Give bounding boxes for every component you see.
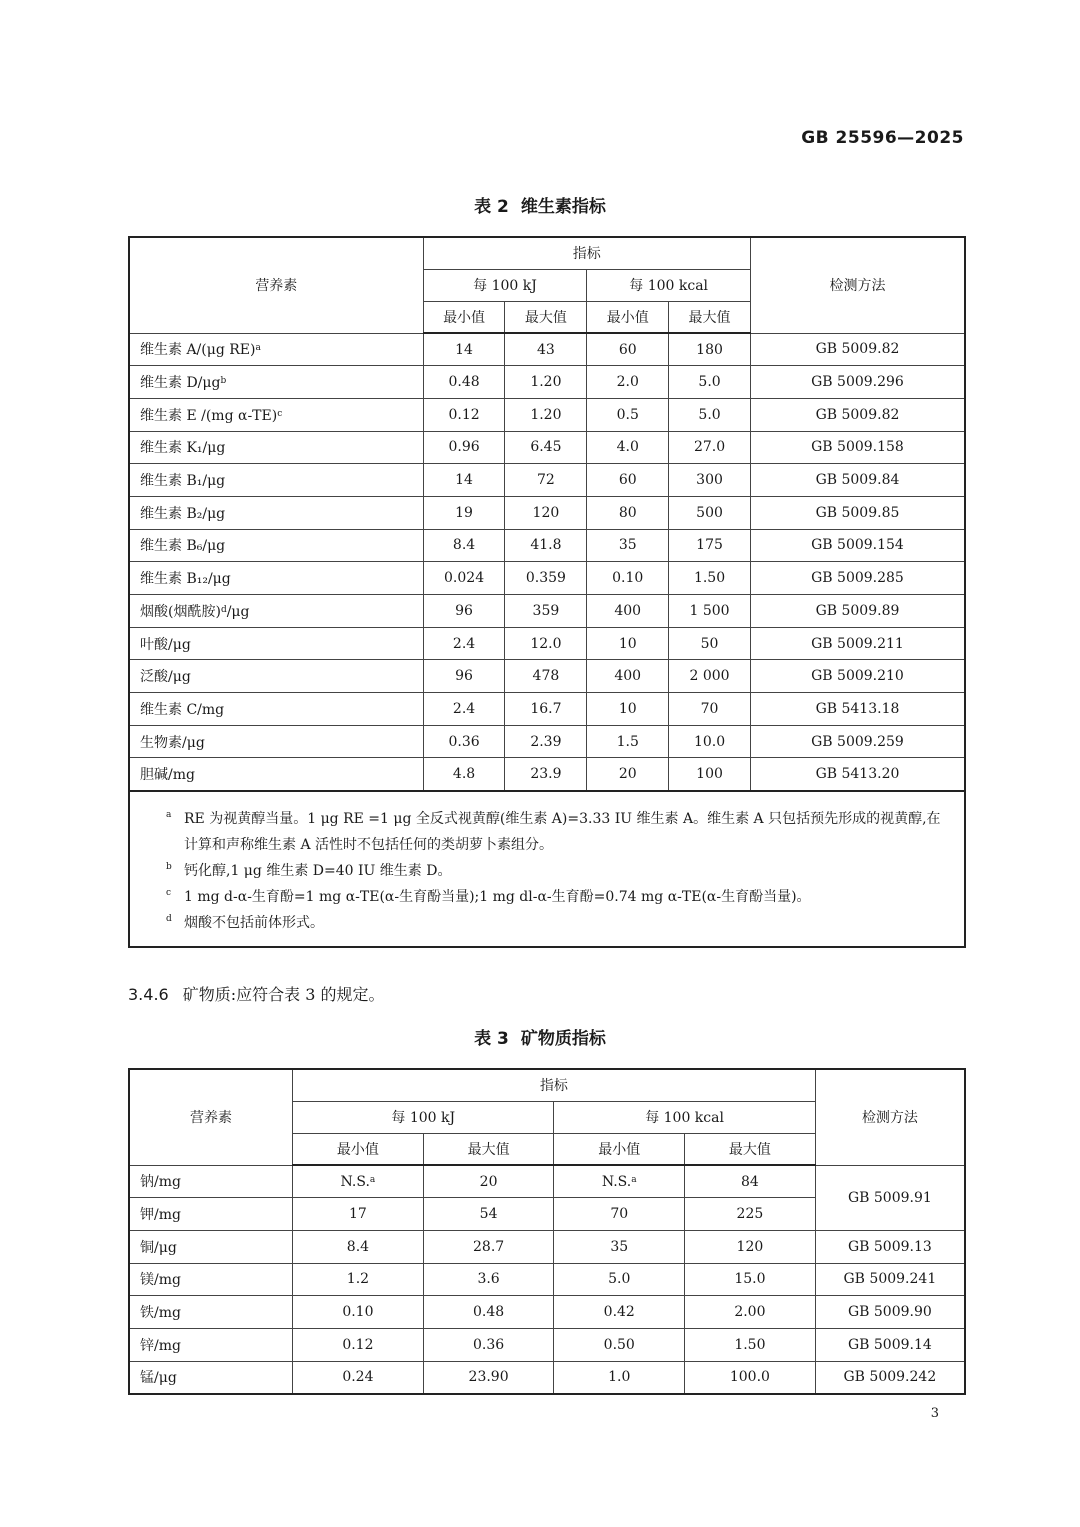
value-cell: 0.10	[293, 1296, 424, 1329]
value-cell: 478	[505, 660, 587, 693]
value-cell: 1 500	[669, 595, 751, 628]
table-row	[129, 366, 965, 399]
value-cell: 300	[669, 464, 751, 497]
header-per-kcal: 每 100 kcal	[554, 1101, 815, 1133]
header-min: 最小值	[423, 301, 505, 333]
value-cell: 8.4	[423, 529, 505, 562]
nutrient-name: 泛酸/μg	[129, 660, 423, 693]
footnote	[166, 858, 950, 884]
table-row	[129, 464, 965, 497]
footnote-mark: a	[255, 343, 261, 354]
method-cell: GB 5009.259	[750, 725, 965, 758]
nutrient-name: 维生素 B₁/μg	[129, 464, 423, 497]
value-cell: 0.12	[293, 1328, 424, 1361]
nutrient-name: 维生素 B₂/μg	[129, 496, 423, 529]
value-cell: 500	[669, 496, 751, 529]
value-cell: 1.2	[293, 1263, 424, 1296]
value-cell: 19	[423, 496, 505, 529]
header-nutrient: 营养素	[129, 1069, 293, 1165]
method-cell: GB 5009.82	[750, 398, 965, 431]
footnote	[166, 884, 950, 910]
value-cell: 5.0	[669, 398, 751, 431]
value-cell: 41.8	[505, 529, 587, 562]
clause-3-4-6	[128, 982, 384, 1005]
table-row	[129, 496, 965, 529]
footnote-mark: a	[166, 809, 172, 820]
footnote-mark: b	[220, 376, 227, 387]
value-cell: 120	[505, 496, 587, 529]
method-cell: GB 5009.242	[815, 1361, 965, 1394]
value-cell: 2 000	[669, 660, 751, 693]
value-cell: 60	[587, 464, 669, 497]
value-cell: 54	[423, 1198, 554, 1231]
value-cell: 1.5	[587, 725, 669, 758]
value-cell: 1.20	[505, 366, 587, 399]
value-cell: 3.6	[423, 1263, 554, 1296]
table-row	[129, 431, 965, 464]
clause-text: 矿物质:应符合表 3 的规定。	[182, 985, 385, 1004]
value-cell: 0.24	[293, 1361, 424, 1394]
method-cell: GB 5009.158	[750, 431, 965, 464]
value-cell: 50	[669, 627, 751, 660]
table3-caption-title: 矿物质指标	[520, 1029, 606, 1049]
table2-caption-number: 表 2	[474, 197, 509, 217]
value-cell: 100.0	[685, 1361, 816, 1394]
clause-number: 3.4.6	[128, 985, 169, 1004]
method-cell: GB 5009.90	[815, 1296, 965, 1329]
value-cell: 0.36	[423, 1328, 554, 1361]
value-cell: 70	[669, 693, 751, 726]
method-cell: GB 5009.154	[750, 529, 965, 562]
value-cell: 8.4	[293, 1230, 424, 1263]
value-cell: 0.024	[423, 562, 505, 595]
nutrient-name: 维生素 B₁₂/μg	[129, 562, 423, 595]
standard-number: GB 25596—2025	[801, 128, 964, 148]
table-row	[129, 1263, 965, 1296]
value-cell: 23.90	[423, 1361, 554, 1394]
table2-caption-title: 维生素指标	[520, 197, 606, 217]
table-row	[129, 1165, 965, 1198]
nutrient-name: 维生素 A/(μg RE)$^a$	[129, 333, 423, 366]
table-row	[129, 725, 965, 758]
value-cell: 72	[505, 464, 587, 497]
nutrient-name: 维生素 K₁/μg	[129, 431, 423, 464]
value-cell: N.S.$^a$	[293, 1165, 424, 1198]
nutrient-name: 钾/mg	[129, 1198, 293, 1231]
method-cell: GB 5009.82	[750, 333, 965, 366]
table-row	[129, 1230, 965, 1263]
table-row	[129, 758, 965, 791]
method-cell: GB 5009.14	[815, 1328, 965, 1361]
value-cell: 2.0	[587, 366, 669, 399]
value-cell: 1.50	[685, 1328, 816, 1361]
value-cell: 0.359	[505, 562, 587, 595]
value-cell: 10	[587, 627, 669, 660]
value-cell: 5.0	[554, 1263, 685, 1296]
value-cell: 1.50	[669, 562, 751, 595]
method-cell: GB 5009.89	[750, 595, 965, 628]
nutrient-name: 锌/mg	[129, 1328, 293, 1361]
nutrient-name: 钠/mg	[129, 1165, 293, 1198]
value-cell: 359	[505, 595, 587, 628]
nutrient-name: 铜/μg	[129, 1230, 293, 1263]
header-method: 检测方法	[750, 237, 965, 333]
value-cell: 0.5	[587, 398, 669, 431]
table-row	[129, 529, 965, 562]
table-row	[129, 693, 965, 726]
value-cell: 20	[423, 1165, 554, 1198]
value-cell: 96	[423, 660, 505, 693]
value-cell: 35	[554, 1230, 685, 1263]
table-row	[129, 660, 965, 693]
header-max: 最大值	[423, 1133, 554, 1165]
table-row	[129, 398, 965, 431]
method-cell: GB 5009.91	[815, 1165, 965, 1230]
value-cell: 0.42	[554, 1296, 685, 1329]
value-cell: 0.48	[423, 1296, 554, 1329]
footnote-text: 1 mg d-α-生育酚=1 mg α-TE(α-生育酚当量);1 mg dl-α-生育酚=0.74 mg α-TE(α-生育酚当量)。	[184, 888, 811, 905]
method-cell: GB 5009.285	[750, 562, 965, 595]
nutrient-name: 维生素 B₆/μg	[129, 529, 423, 562]
header-method: 检测方法	[815, 1069, 965, 1165]
header-min: 最小值	[554, 1133, 685, 1165]
value-cell: 14	[423, 464, 505, 497]
footnote-text: RE 为视黄醇当量。1 μg RE =1 μg 全反式视黄醇(维生素 A)=3.33 IU 维生素 A。维生素 A 只包括预先形成的视黄醇,在计算和声称维生素 A 活性时不包括任何的类胡萝卜素组分。	[184, 810, 941, 853]
value-cell: 20	[587, 758, 669, 791]
table-row	[129, 627, 965, 660]
table-notes	[129, 791, 965, 947]
table3-caption-number: 表 3	[474, 1029, 509, 1049]
method-cell: GB 5009.13	[815, 1230, 965, 1263]
header-per-kj: 每 100 kJ	[423, 269, 587, 301]
method-cell: GB 5009.84	[750, 464, 965, 497]
method-cell: GB 5413.20	[750, 758, 965, 791]
value-cell: 2.00	[685, 1296, 816, 1329]
value-cell: 0.96	[423, 431, 505, 464]
value-cell: 0.48	[423, 366, 505, 399]
mineral-table	[128, 1068, 966, 1395]
table2-caption	[0, 192, 1080, 217]
nutrient-name: 维生素 C/mg	[129, 693, 423, 726]
value-cell: 96	[423, 595, 505, 628]
value-cell: 14	[423, 333, 505, 366]
value-cell: 100	[669, 758, 751, 791]
header-nutrient: 营养素	[129, 237, 423, 333]
nutrient-name: 铁/mg	[129, 1296, 293, 1329]
table-notes-row	[129, 791, 965, 947]
header-per-kj: 每 100 kJ	[293, 1101, 554, 1133]
value-cell: 4.8	[423, 758, 505, 791]
footnote-text: 烟酸不包括前体形式。	[184, 914, 324, 931]
value-cell: 15.0	[685, 1263, 816, 1296]
header-max: 最大值	[669, 301, 751, 333]
value-cell: 27.0	[669, 431, 751, 464]
nutrient-name: 维生素 $D/\mu g^b$	[129, 366, 423, 399]
footnote	[166, 806, 950, 858]
page-number: 3	[930, 1406, 939, 1421]
nutrient-name: 维生素 E /(mg α-TE)$^c$	[129, 398, 423, 431]
header-indicator: 指标	[423, 237, 750, 269]
table-row	[129, 595, 965, 628]
value-cell: 4.0	[587, 431, 669, 464]
value-cell: 1.20	[505, 398, 587, 431]
value-cell: 1.0	[554, 1361, 685, 1394]
footnote-mark: c	[166, 887, 172, 898]
value-cell: 17	[293, 1198, 424, 1231]
value-cell: 2.4	[423, 693, 505, 726]
value-cell: 12.0	[505, 627, 587, 660]
value-cell: 16.7	[505, 693, 587, 726]
value-cell: 23.9	[505, 758, 587, 791]
footnote-mark: d	[220, 604, 227, 615]
table-row	[129, 1361, 965, 1394]
method-cell: GB 5413.18	[750, 693, 965, 726]
header-min: 最小值	[587, 301, 669, 333]
vitamin-table	[128, 236, 966, 948]
value-cell: 2.39	[505, 725, 587, 758]
footnote-mark: c	[277, 408, 283, 419]
value-cell: 84	[685, 1165, 816, 1198]
value-cell: N.S.$^a$	[554, 1165, 685, 1198]
value-cell: 0.50	[554, 1328, 685, 1361]
nutrient-name: 胆碱/mg	[129, 758, 423, 791]
nutrient-name: 叶酸/μg	[129, 627, 423, 660]
header-indicator: 指标	[293, 1069, 816, 1101]
value-cell: 2.4	[423, 627, 505, 660]
nutrient-name: 镁/mg	[129, 1263, 293, 1296]
method-cell: GB 5009.241	[815, 1263, 965, 1296]
header-max: 最大值	[685, 1133, 816, 1165]
table-row	[129, 1296, 965, 1329]
value-cell: 60	[587, 333, 669, 366]
header-per-kcal: 每 100 kcal	[587, 269, 751, 301]
value-cell: 175	[669, 529, 751, 562]
value-cell: 180	[669, 333, 751, 366]
header-max: 最大值	[505, 301, 587, 333]
method-cell: GB 5009.211	[750, 627, 965, 660]
table-row	[129, 1328, 965, 1361]
method-cell: GB 5009.85	[750, 496, 965, 529]
value-cell: 0.36	[423, 725, 505, 758]
table-row	[129, 562, 965, 595]
value-cell: 10.0	[669, 725, 751, 758]
value-cell: 5.0	[669, 366, 751, 399]
footnote-mark: d	[166, 913, 172, 924]
value-cell: 70	[554, 1198, 685, 1231]
nutrient-name: 烟酸(烟酰胺)$^d$/μg	[129, 595, 423, 628]
value-cell: 6.45	[505, 431, 587, 464]
value-cell: 0.12	[423, 398, 505, 431]
value-cell: 0.10	[587, 562, 669, 595]
value-cell: 80	[587, 496, 669, 529]
footnote-mark: a	[369, 1174, 376, 1185]
value-cell: 28.7	[423, 1230, 554, 1263]
footnote-text: 钙化醇,1 μg 维生素 D=40 IU 维生素 D。	[184, 862, 452, 879]
table-row	[129, 333, 965, 366]
value-cell: 400	[587, 595, 669, 628]
value-cell: 120	[685, 1230, 816, 1263]
footnote	[166, 910, 950, 936]
footnote-mark: a	[631, 1174, 637, 1185]
method-cell: GB 5009.210	[750, 660, 965, 693]
footnote-mark: b	[166, 861, 172, 872]
table3-caption	[0, 1024, 1080, 1049]
method-cell: GB 5009.296	[750, 366, 965, 399]
value-cell: 225	[685, 1198, 816, 1231]
header-min: 最小值	[293, 1133, 424, 1165]
value-cell: 400	[587, 660, 669, 693]
nutrient-name: 锰/μg	[129, 1361, 293, 1394]
value-cell: 10	[587, 693, 669, 726]
nutrient-name: 生物素/μg	[129, 725, 423, 758]
value-cell: 43	[505, 333, 587, 366]
value-cell: 35	[587, 529, 669, 562]
